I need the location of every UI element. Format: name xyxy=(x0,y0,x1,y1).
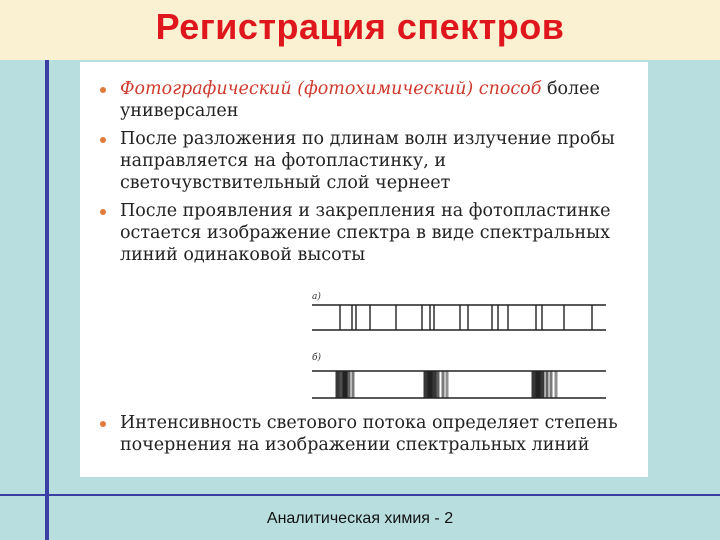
bullet-item-1 xyxy=(98,78,638,122)
bullet-dot-icon xyxy=(100,209,106,215)
spectral-lines-figure xyxy=(306,290,606,410)
spectral-line xyxy=(536,371,540,398)
slide-title: Регистрация спектров xyxy=(155,6,565,47)
bullet-text: После проявления и закрепления на фотопластинке остается изображение спектра в виде спектральных линий одинаковой высоты xyxy=(120,201,611,265)
bullet-list xyxy=(98,78,638,266)
figure-label-a: а) xyxy=(312,292,321,302)
spectral-line xyxy=(532,371,535,398)
spectral-line xyxy=(428,371,432,398)
spectral-line xyxy=(340,371,342,398)
spectral-line xyxy=(555,371,557,398)
bullet-dot-icon xyxy=(100,87,106,93)
bullet-text: После разложения по длинам волн излучение пробы направляется на фотопластинку, и светочувствительный слой чернеет xyxy=(120,129,615,193)
bullet-list-bottom xyxy=(98,412,638,456)
spectrum-a xyxy=(312,305,606,330)
spectrum-b xyxy=(312,371,606,398)
bullet-dot-icon xyxy=(100,137,106,143)
content-panel xyxy=(80,62,648,477)
spectral-line xyxy=(343,371,347,398)
bullet-dot-icon xyxy=(100,421,106,427)
frame-vertical-line xyxy=(45,60,49,540)
spectral-line xyxy=(546,371,548,398)
spectral-line xyxy=(550,371,552,398)
spectral-line xyxy=(433,371,436,398)
bullet-item-2 xyxy=(98,128,638,194)
frame-horizontal-line xyxy=(0,494,720,496)
spectral-line xyxy=(352,371,354,398)
spectral-line xyxy=(336,371,339,398)
bullet-text: более универсален xyxy=(120,79,600,121)
figure-label-b: б) xyxy=(312,353,322,363)
spectral-line xyxy=(442,371,444,398)
spectral-line xyxy=(424,371,427,398)
footer-text: Аналитическая химия - 2 xyxy=(266,510,454,527)
bullet-item-4 xyxy=(98,412,638,456)
spectral-line xyxy=(446,371,448,398)
bullet-accent-text: Фотографический (фотохимический) способ xyxy=(120,79,542,99)
spectral-line xyxy=(437,371,439,398)
spectral-line xyxy=(348,371,350,398)
bullet-text: Интенсивность светового потока определяет степень почернения на изображении спектральных линий xyxy=(120,413,618,455)
spectral-line xyxy=(541,371,544,398)
bullet-item-3 xyxy=(98,200,638,266)
